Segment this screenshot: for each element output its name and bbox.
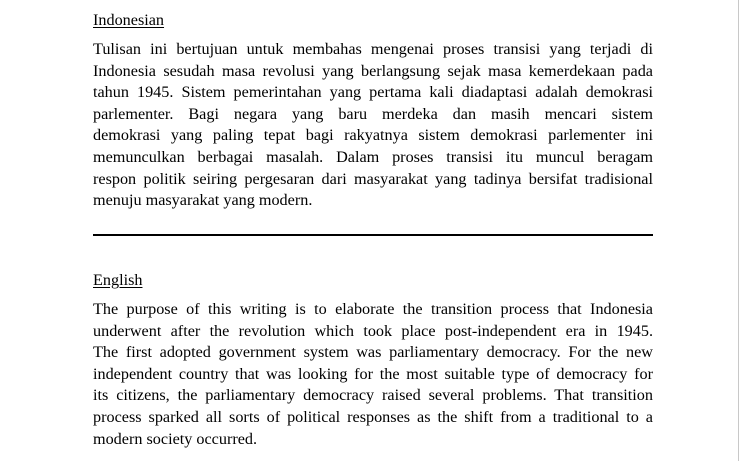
text-line: independent country that was looking for the most suitable type of democracy for bbox=[93, 364, 653, 383]
text-line: Tulisan ini bertujuan untuk membahas mengenai proses transisi yang terjadi di bbox=[93, 40, 653, 58]
text-line: parlementer. Bagi negara yang baru merdeka dan masih mencari sistem bbox=[93, 104, 653, 123]
text-line: menuju masyarakat yang modern. bbox=[93, 191, 313, 210]
section-divider bbox=[93, 234, 653, 236]
text-line: Indonesia sesudah masa revolusi yang berlangsung sejak masa kemerdekaan pada bbox=[93, 61, 653, 80]
english-heading: English bbox=[93, 271, 143, 289]
english-section bbox=[93, 269, 653, 450]
text-line: demokrasi yang paling tepat bagi rakyatnya sistem demokrasi parlementer ini bbox=[93, 126, 653, 145]
text-line: respon politik seiring pergesaran dari masyarakat yang tadinya bersifat tradisional bbox=[93, 169, 653, 188]
text-line: underwent after the revolution which took place post-independent era in 1945. bbox=[93, 321, 653, 340]
text-line: The first adopted government system was parliamentary democracy. For the new bbox=[93, 343, 653, 362]
text-line: The purpose of this writing is to elaborate the transition process that Indonesia bbox=[93, 300, 653, 318]
text-line: modern society occurred. bbox=[93, 429, 258, 448]
indonesian-heading: Indonesian bbox=[93, 11, 165, 29]
text-line: its citizens, the parliamentary democracy raised several problems. That transition bbox=[93, 386, 653, 405]
text-line: tahun 1945. Sistem pemerintahan yang pertama kali diadaptasi adalah demokrasi bbox=[93, 83, 653, 102]
english-paragraph bbox=[93, 299, 653, 450]
indonesian-section bbox=[93, 9, 653, 212]
text-line: process sparked all sorts of political responses as the shift from a traditional to a bbox=[93, 407, 653, 426]
indonesian-paragraph bbox=[93, 39, 653, 212]
text-line: memunculkan berbagai masalah. Dalam proses transisi itu muncul beragam bbox=[93, 147, 653, 166]
